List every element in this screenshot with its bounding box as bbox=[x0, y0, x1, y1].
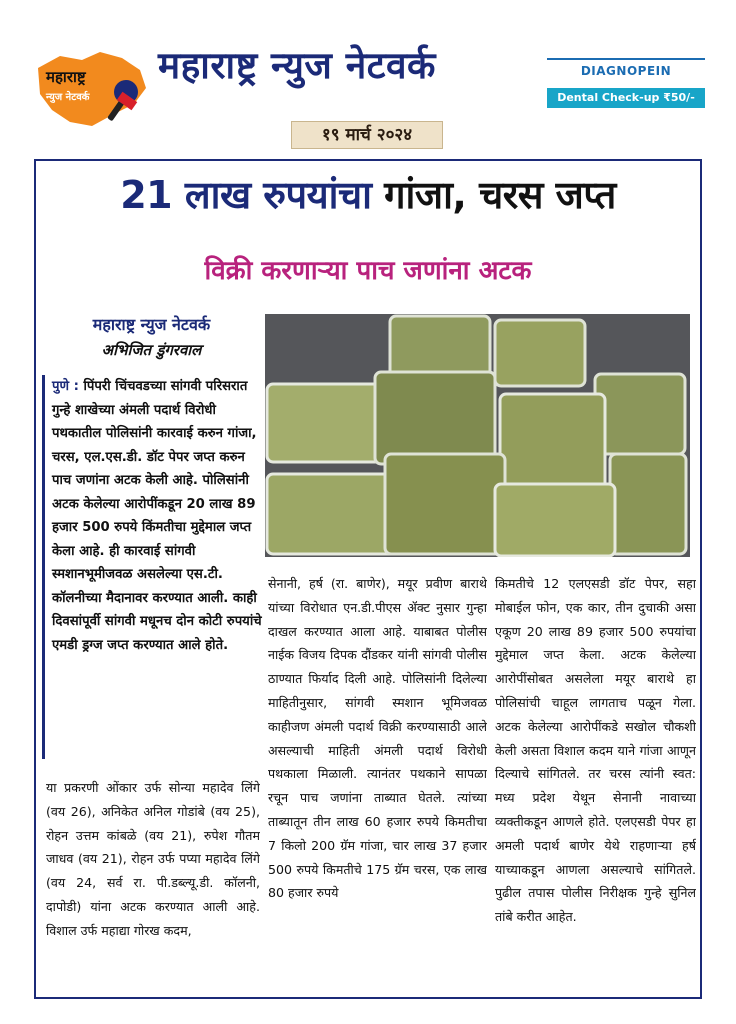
masthead-title: महाराष्ट्र न्युज नेटवर्क bbox=[158, 44, 436, 87]
article-column-3: किमतीचे 12 एलएसडी डॉट पेपर, सहा मोबाईल फोन, एक कार, तीन दुचाकी असा एकूण 20 लाख 89 हजार 500 रुपयांचा मुद्देमाल जप्त केला. अटक केलेल्या आरोपींसोबत असलेला मयूर बाराथे हा पोलिसांची चाहूल लागताच पळून गेला. अटक केलेल्या आरोपींकडे सखोल चौकशी केली असता विशाल कदम याने गांजा आणून दिल्याचे सांगितले. तर चरस त्यांनी स्वत: मध्य प्रदेश येथून सेनानी नावाच्या व्यक्तीकडून आणले होते. एलएसडी पेपर हा अमली पदार्थ बाणेर येथे राहणाऱ्या हर्ष याच्याकडून आणला असल्याचे सांगितले. पुढील तपास पोलीस निरीक्षक गुन्हे सुनिल तांबे करीत आहेत. bbox=[495, 576, 696, 925]
logo-text-line2: न्युज नेटवर्क bbox=[46, 92, 90, 103]
logo-text-line1: महाराष्ट्र bbox=[46, 68, 86, 86]
subheadline: विक्री करणाऱ्या पाच जणांना अटक bbox=[204, 256, 532, 286]
seized-drugs-photo bbox=[265, 314, 690, 557]
advertisement[interactable] bbox=[547, 58, 705, 108]
headline bbox=[38, 168, 698, 220]
byline-reporter: अभिजित डुंगरवाल bbox=[101, 341, 202, 359]
dateline-city: पुणे : bbox=[52, 379, 84, 394]
masthead-logo bbox=[30, 48, 152, 134]
ad-divider bbox=[547, 58, 705, 60]
ad-brand: DIAGNOPEIN bbox=[580, 64, 672, 78]
lead-text: पिंपरी चिंचवडच्या सांगवी परिसरात गुन्हे शाखेच्या अंमली पदार्थ विरोधी पथकातील पोलिसांनी कारवाई करुन गांजा, चरस, एल.एस.डी. डॉट पेपर जप्त करुन पाच जणांना अटक केली आहे. पोलिसांनी अटक केलेल्या आरोपींकडून 20 लाख 89 हजार 500 रुपये किंमतीचा मुद्देमाल जप्त केला आहे. ही कारवाई सांगवी स्मशानभूमीजवळ असलेल्या एस.टी. कॉलनीच्या मैदानावर करण्यात आली. काही दिवसांपूर्वी सांगवी मधूनच दोन कोटी रुपयांचे एमडी ड्रग्ज जप्त करण्यात आले होते. bbox=[52, 379, 262, 653]
lead-paragraph bbox=[42, 375, 264, 759]
headline-part2: गांजा, चरस जप्त bbox=[384, 173, 616, 217]
headline-part1: 21 लाख रुपयांचा bbox=[120, 173, 385, 217]
article-column-2: सेनानी, हर्ष (रा. बाणेर), मयूर प्रवीण बाराथे यांच्या विरोधात एन.डी.पीएस ॲक्ट नुसार गुन्हा दाखल करण्यात आला आहे. याबाबत पोलीस नाईक विजय दिपक दौंडकर यांनी सांगवी पोलीस ठाण्यात फिर्याद दिली आहे. पोलिसांनी दिलेल्या माहितीनुसार, सांगवी स्मशान भूमिजवळ काहीजण अंमली पदार्थ विक्री करण्यासाठी आले असल्याची माहिती अंमली पदार्थ विरोधी पथकाला मिळाली. त्यानंतर पथकाने सापळा रचून पाच जणांना ताब्यात घेतले. त्यांच्या ताब्यातून तीन लाख 60 हजार रुपये किमतीचा 7 किलो 200 ग्रॅम गांजा, चार लाख 37 हजार 500 रुपये किमतीचे 175 ग्रॅम चरस, एक लाख 80 हजार रुपये bbox=[268, 576, 487, 901]
ad-offer: Dental Check-up ₹50/- bbox=[547, 88, 705, 108]
issue-date: १९ मार्च २०२४ bbox=[291, 121, 443, 149]
article-column-1: या प्रकरणी ओंकार उर्फ सोन्या महादेव लिंगे (वय 26), अनिकेत अनिल गोडांबे (वय 25), रोहन उत्तम कांबळे (वय 21), रुपेश गौतम जाधव (वय 21), रोहन उर्फ पप्या महादेव लिंगे (वय 24, सर्व रा. पी.डब्ल्यू.डी. कॉलनी, दापोडी) यांना अटक करण्यात आली आहे. विशाल उर्फ महाद्या गोरख कदम, bbox=[46, 780, 260, 938]
byline-organization: महाराष्ट्र न्युज नेटवर्क bbox=[92, 315, 211, 334]
